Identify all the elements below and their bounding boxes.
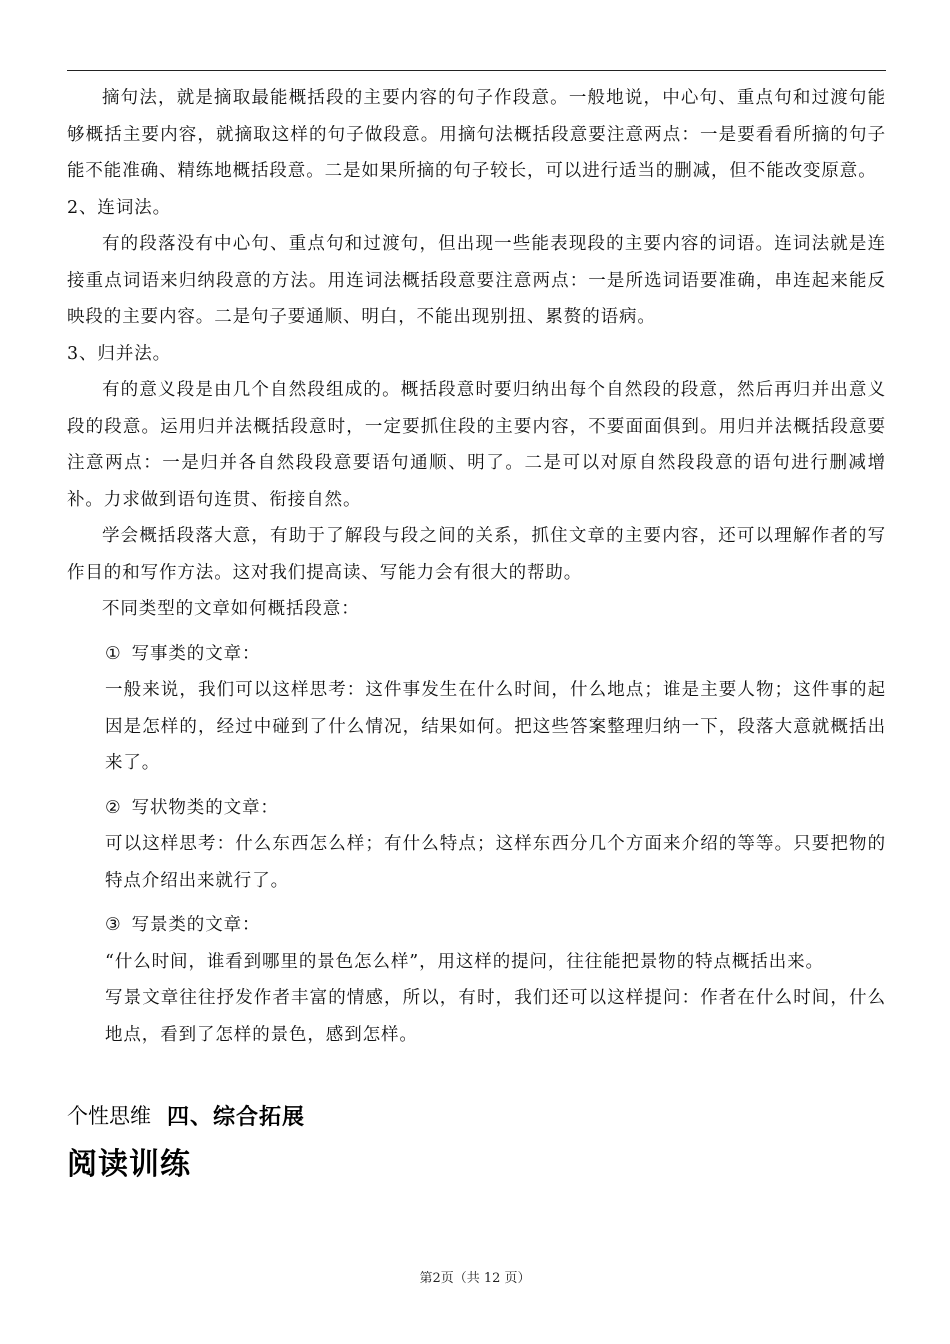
section-prefix: 个性思维 — [67, 1104, 151, 1128]
number-marker: ② — [105, 797, 122, 818]
type-heading-scenery — [67, 907, 886, 944]
type-heading-events — [67, 636, 886, 673]
section-title: 四、综合拓展 — [167, 1104, 306, 1130]
number-marker: ① — [105, 643, 122, 664]
header-rule — [67, 70, 886, 71]
paragraph-benefit: 学会概括段落大意，有助于了解段与段之间的关系，抓住文章的主要内容，还可以理解作者的写作目的和写作方法。这对我们提高读、写能力会有很大的帮助。 — [67, 526, 886, 583]
page-footer: 第2页（共 12 页） — [419, 1271, 531, 1286]
paragraph-intro-types: 不同类型的文章如何概括段意： — [102, 599, 360, 619]
type-title: 写事类的文章： — [131, 643, 261, 664]
type-title: 写景类的文章： — [131, 915, 261, 935]
paragraph-connect-words: 有的段落没有中心句、重点句和过渡句，但出现一些能表现段的主要内容的词语。连词法就是连接重点词语来归纳段意的方法。用连词法概括段意要注意两点：一是所选词语要准确，串连起来能反映段的主要内容。二是句子要通顺、明白，不能出现别扭、累赘的语病。 — [67, 234, 886, 327]
section-heading — [67, 1095, 305, 1135]
paragraph-extract-method: 摘句法，就是摘取最能概括段的主要内容的句子作段意。一般地说，中心句、重点句和过渡句能够概括主要内容，就摘取这样的句子做段意。用摘句法概括段意要注意两点：一是要看看所摘的句子能不能准确、精练地概括段意。二是如果所摘的句子较长，可以进行适当的删减，但不能改变原意。 — [67, 88, 886, 181]
reading-training-heading: 阅读训练 — [67, 1147, 191, 1182]
type-body-scenery-2: 写景文章往往抒发作者丰富的情感，所以，有时，我们还可以这样提问：作者在什么时间，什么地点，看到了怎样的景色，感到怎样。 — [105, 988, 886, 1045]
heading-merge-method: 3、归并法。 — [67, 343, 172, 364]
number-marker: ③ — [105, 915, 122, 935]
type-heading-objects — [67, 790, 886, 827]
type-body-scenery-1: “什么时间，谁看到哪里的景色怎么样”，用这样的提问，往往能把景物的特点概括出来。 — [105, 951, 824, 972]
type-body-objects: 可以这样思考：什么东西怎么样；有什么特点；这样东西分几个方面来介绍的等等。只要把物的特点介绍出来就行了。 — [105, 834, 886, 891]
type-body-events: 一般来说，我们可以这样思考：这件事发生在什么时间，什么地点；谁是主要人物；这件事的起因是怎样的，经过中碰到了什么情况，结果如何。把这些答案整理归纳一下，段落大意就概括出来了。 — [105, 680, 886, 773]
type-title: 写状物类的文章： — [131, 797, 279, 818]
heading-connect-words: 2、连词法。 — [67, 197, 172, 218]
paragraph-merge-method: 有的意义段是由几个自然段组成的。概括段意时要归纳出每个自然段的段意，然后再归并出意义段的段意。运用归并法概括段意时，一定要抓住段的主要内容，不要面面俱到。用归并法概括段意要注意两点：一是归并各自然段段意要语句通顺、明了。二是可以对原自然段段意的语句进行删减增补。力求做到语句连贯、衔接自然。 — [67, 380, 886, 510]
document-body — [67, 80, 886, 1053]
